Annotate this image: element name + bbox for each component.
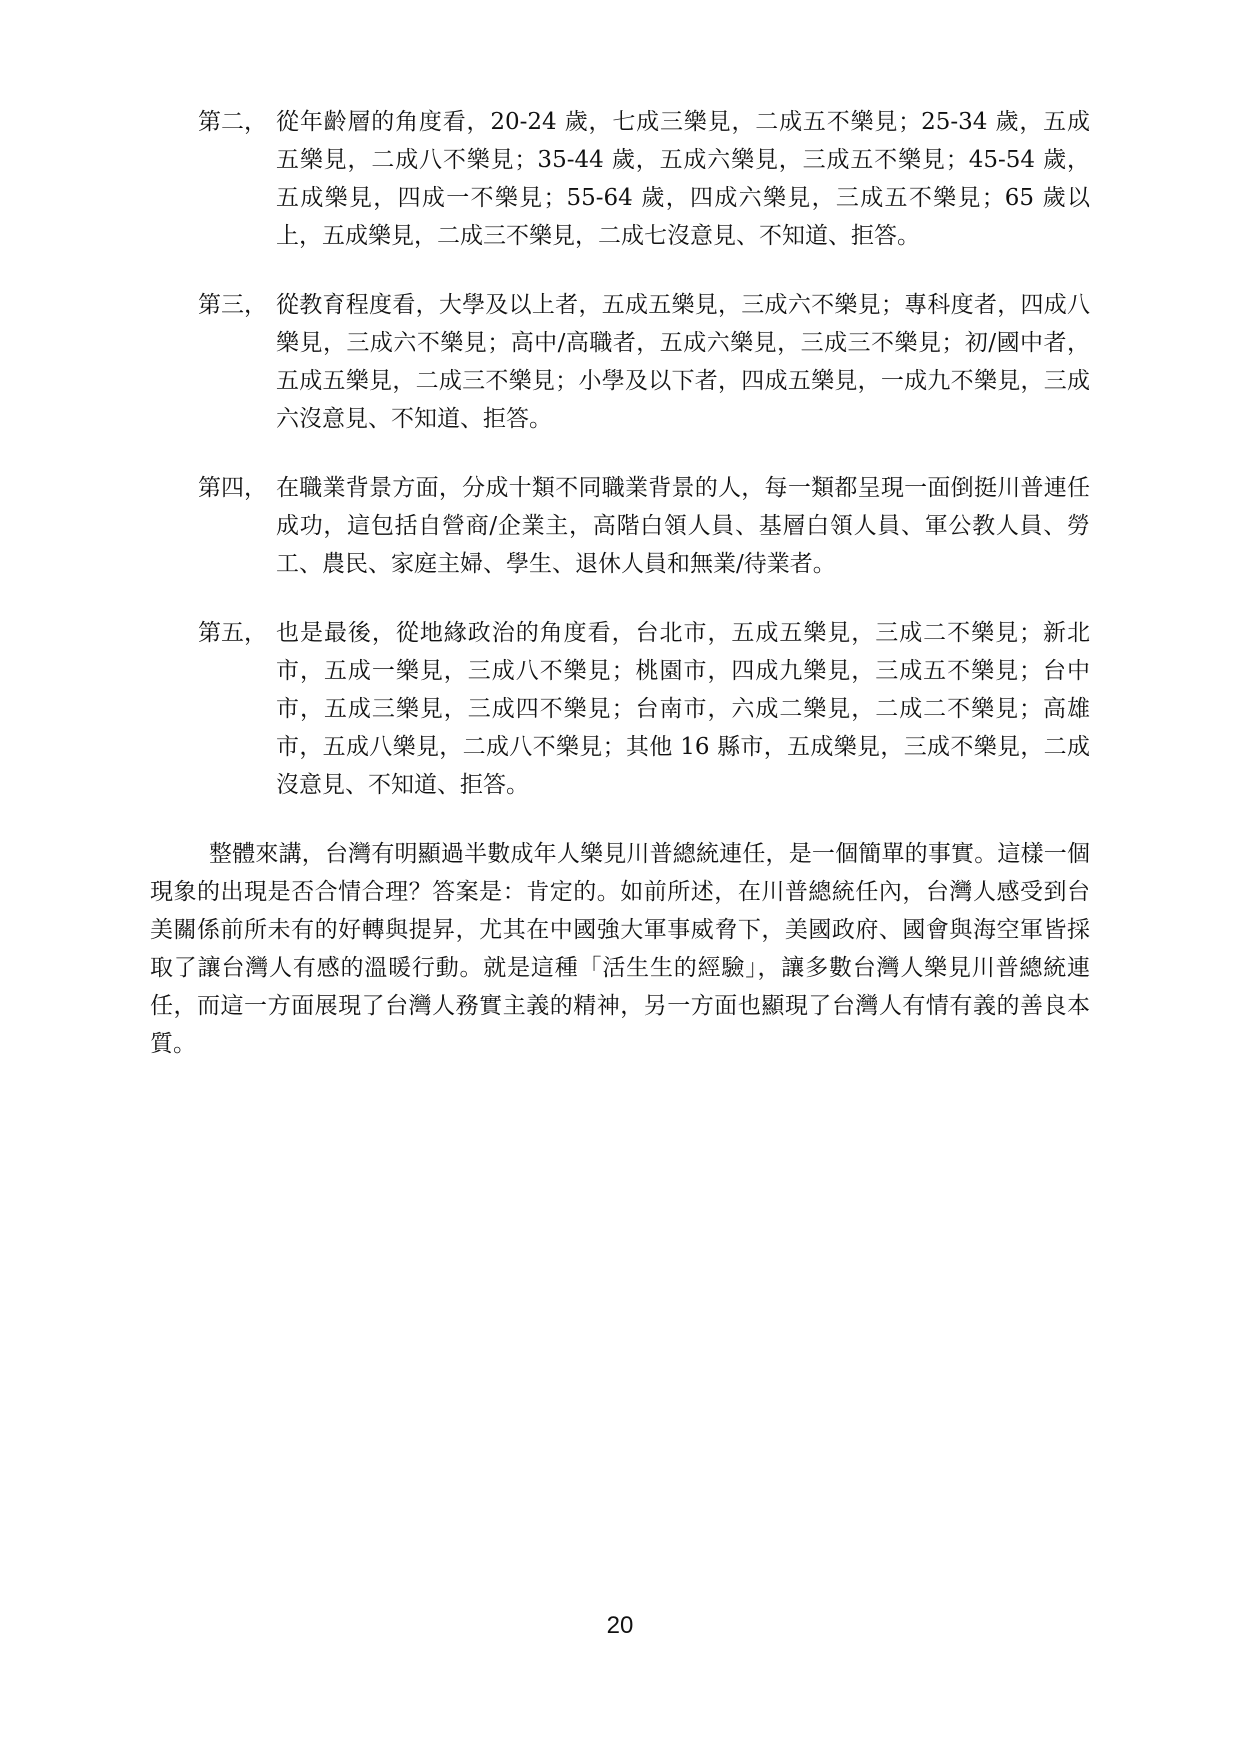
list-item-fifth (198, 614, 1090, 804)
document-body (150, 103, 1090, 1086)
list-item-third (198, 286, 1090, 438)
list-marker: 第二， (198, 109, 267, 135)
list-marker: 第五， (198, 620, 267, 646)
list-item-fourth (198, 469, 1090, 583)
summary-paragraph: 整體來講，台灣有明顯過半數成年人樂見川普總統連任，是一個簡單的事實。這樣一個現象的出現是否合情合理？答案是：肯定的。如前所述，在川普總統任內，台灣人感受到台美關係前所未有的好轉與提昇，尤其在中國強大軍事威脅下，美國政府、國會與海空軍皆採取了讓台灣人有感的溫暖行動。就是這種「活生生的經驗」，讓多數台灣人樂見川普總統連任，而這一方面展現了台灣人務實主義的精神，另一方面也顯現了台灣人有情有義的善良本質。 (150, 841, 1090, 1057)
list-item-text: 從教育程度看，大學及以上者，五成五樂見，三成六不樂見；專科度者，四成八樂見，三成六不樂見；高中/高職者，五成六樂見，三成三不樂見；初/國中者，五成五樂見，二成三不樂見；小學及以下者，四成五樂見，一成九不樂見，三成六沒意見、不知道、拒答。 (276, 292, 1090, 432)
list-marker: 第四， (198, 475, 267, 501)
list-item-text: 也是最後，從地緣政治的角度看，台北市，五成五樂見，三成二不樂見；新北市，五成一樂見，三成八不樂見；桃園市，四成九樂見，三成五不樂見；台中市，五成三樂見，三成四不樂見；台南市，六成二樂見，二成二不樂見；高雄市，五成八樂見，二成八不樂見；其他 16 縣市，五成樂見，三成不樂見，二成沒意見、不知道、拒答。 (276, 620, 1090, 798)
list-item-text: 從年齡層的角度看，20-24 歲，七成三樂見，二成五不樂見；25-34 歲，五成五樂見，二成八不樂見；35-44 歲，五成六樂見，三成五不樂見；45-54 歲，五成樂見，四成一不樂見；55-64 歲，四成六樂見，三成五不樂見；65 歲以上，五成樂見，二成三不樂見，二成七沒意見、不知道、拒答。 (276, 109, 1090, 249)
list-marker: 第三， (198, 292, 267, 318)
list-item-text: 在職業背景方面，分成十類不同職業背景的人，每一類都呈現一面倒挺川普連任成功，這包括自營商/企業主，高階白領人員、基層白領人員、軍公教人員、勞工、農民、家庭主婦、學生、退休人員和無業/待業者。 (276, 475, 1090, 577)
list-item-second (198, 103, 1090, 255)
page-number: 20 (606, 1612, 634, 1639)
